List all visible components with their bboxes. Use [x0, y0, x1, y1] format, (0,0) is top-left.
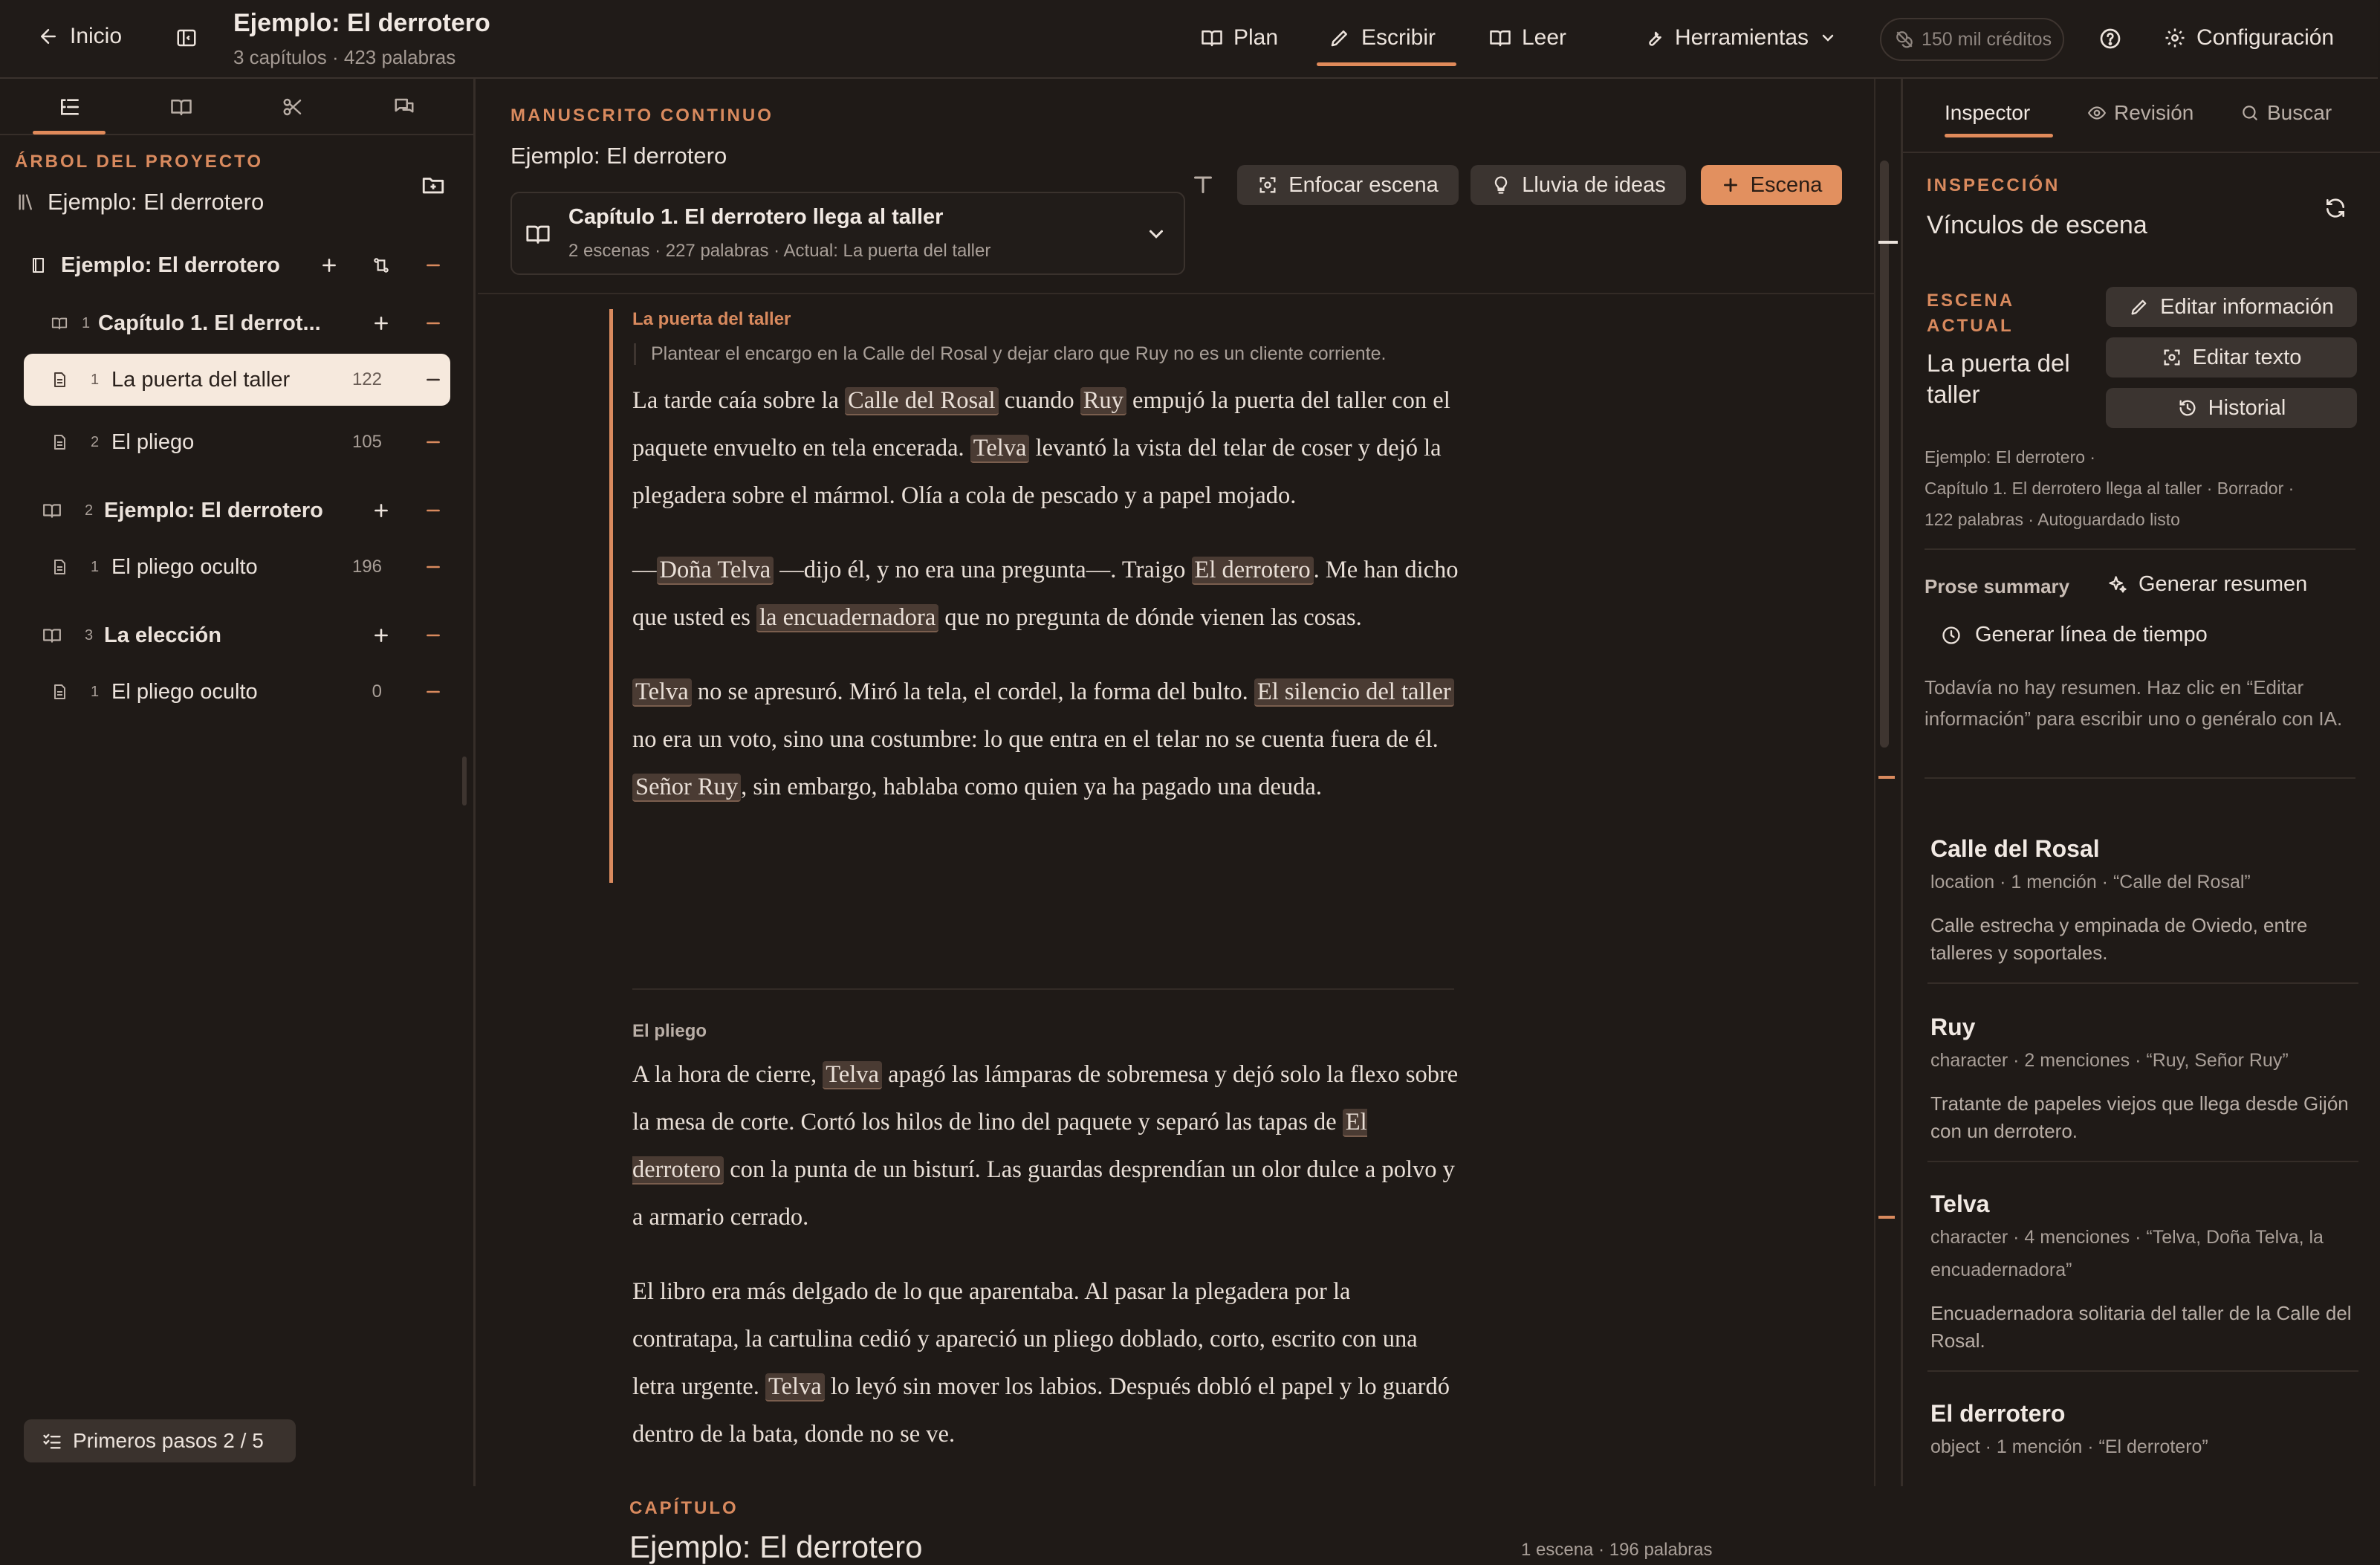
text-size-button[interactable]: [1190, 171, 1216, 201]
manuscript-editor[interactable]: [478, 296, 1875, 1564]
getting-started-button[interactable]: [24, 1419, 296, 1462]
entity-card[interactable]: [1930, 835, 2354, 967]
document-title: Ejemplo: El derrotero: [233, 9, 490, 37]
manuscript-header: [478, 79, 1875, 294]
divider: [1927, 1370, 2358, 1372]
remove-scene-button[interactable]: [422, 431, 444, 453]
scene-number: 1: [91, 558, 100, 575]
text-run: apagó las lámparas de sobremesa y dejó solo la flexo sobre la mesa de corte. Cortó los hilos de lino del paquete y separó las tapas de: [632, 1061, 1459, 1135]
chapter-card-title: Capítulo 1. El derrotero llega al taller: [568, 205, 944, 229]
entity-name: El derrotero: [1930, 1400, 2066, 1427]
next-chapter-label: CAPÍTULO: [629, 1498, 739, 1518]
coins-icon: [1895, 30, 1914, 49]
inspector-active-tab-indicator: [1945, 134, 2053, 137]
tools-menu[interactable]: [1642, 25, 1837, 51]
inspector-tabs: [1903, 79, 2380, 153]
arrow-left-icon: [37, 25, 59, 48]
clock-icon: [1941, 625, 1962, 646]
project-name: Ejemplo: El derrotero: [48, 189, 265, 215]
entity-link[interactable]: El derrotero: [1192, 557, 1314, 585]
plus-icon: [1721, 175, 1740, 195]
tab-escribir[interactable]: [1329, 25, 1436, 51]
edit-text-label: Editar texto: [2192, 345, 2302, 369]
getting-started-label: Primeros pasos 2 / 5: [73, 1429, 264, 1452]
document-icon: [43, 371, 76, 389]
edit-info-button[interactable]: [2106, 287, 2357, 327]
entity-card[interactable]: [1930, 1014, 2354, 1145]
scene-divider: [632, 988, 1454, 990]
text-run: La tarde caía sobre la: [632, 387, 846, 414]
scene-prose[interactable]: [632, 377, 1459, 811]
tab-revision[interactable]: [2087, 101, 2193, 125]
no-summary-text: Todavía no hay resumen. Haz clic en “Editar información” para escribir uno o genéralo con IA.: [1925, 676, 2343, 730]
manuscript-section-label: MANUSCRITO CONTINUO: [510, 106, 774, 126]
manuscript-title: Ejemplo: El derrotero: [510, 143, 727, 169]
scene-title: La puerta del taller: [632, 309, 791, 329]
scene-prose[interactable]: [632, 1051, 1459, 1458]
history-label: Historial: [2208, 395, 2286, 420]
entity-card[interactable]: [1930, 1190, 2354, 1355]
sparkle-icon: [2107, 574, 2128, 595]
divider: [1927, 982, 2358, 984]
tree-chapter-row[interactable]: [24, 297, 450, 349]
tab-search[interactable]: [2240, 101, 2332, 125]
gear-icon: [2164, 27, 2186, 49]
chapter-number: 1: [82, 314, 91, 331]
brainstorm-label: Lluvia de ideas: [1522, 172, 1666, 197]
tab-outline[interactable]: [53, 92, 86, 122]
entity-link[interactable]: Telva: [823, 1061, 882, 1089]
collapse-button[interactable]: [422, 312, 444, 334]
refresh-button[interactable]: [2324, 196, 2347, 224]
divider: [1925, 777, 2355, 779]
shuffle-icon: [372, 256, 391, 275]
scene-number: 1: [91, 683, 100, 700]
generate-timeline-button[interactable]: [1941, 623, 2208, 647]
tab-revision-label: Revisión: [2114, 101, 2194, 124]
chapter-label: Capítulo 1. El derrot...: [98, 311, 321, 335]
add-scene-button[interactable]: [370, 624, 392, 647]
text-run: con la punta de un bisturí. Las guardas desprendían un olor dulce a polvo y a armario cerrado.: [632, 1156, 1455, 1231]
scene-word-count: 196: [351, 557, 382, 577]
tab-search-label: Buscar: [2267, 101, 2332, 124]
remove-scene-button[interactable]: [422, 681, 444, 703]
text-run: cuando: [998, 387, 1080, 414]
scene-label: El pliego oculto: [111, 679, 258, 704]
settings-button[interactable]: [2164, 25, 2334, 51]
paragraph[interactable]: [632, 1051, 1459, 1241]
remove-scene-button[interactable]: [422, 556, 444, 578]
tab-book[interactable]: [165, 92, 198, 122]
book-open-icon: [43, 315, 76, 331]
generate-summary-label: Generar resumen: [2139, 572, 2308, 596]
minus-icon: [424, 626, 443, 645]
entity-link[interactable]: El derrotero: [632, 1109, 1367, 1183]
entity-link[interactable]: Telva: [632, 678, 692, 707]
plus-icon: [372, 314, 391, 333]
sidebar-active-tab-indicator: [33, 131, 106, 135]
text-run: , sin embargo, hablaba como quien ya ha pagado una deuda.: [741, 774, 1322, 800]
credits-badge[interactable]: [1880, 18, 2064, 61]
checklist-icon: [42, 1430, 62, 1451]
paragraph[interactable]: [632, 668, 1459, 811]
chapter-label: Ejemplo: El derrotero: [104, 498, 323, 522]
add-scene-button[interactable]: [370, 499, 392, 522]
collapse-button[interactable]: [422, 254, 444, 276]
add-scene-label: Escena: [1750, 172, 1823, 197]
tree-scene-row[interactable]: [24, 354, 450, 406]
book-open-icon: [36, 501, 68, 520]
text-size-icon: [1190, 171, 1216, 198]
help-icon: [2098, 27, 2122, 51]
text-run: —dijo él, y no era una pregunta—. Traigo: [774, 557, 1192, 583]
scissors-icon: [282, 96, 304, 118]
book-open-icon: [36, 626, 68, 645]
document-icon: [43, 683, 76, 701]
next-chapter-meta: 1 escena · 196 palabras: [1521, 1540, 1713, 1560]
current-scene-name: La puerta del taller: [1927, 349, 2070, 408]
book-open-icon: [1201, 27, 1223, 49]
entity-link[interactable]: El silencio del taller: [1254, 678, 1454, 707]
generate-timeline-label: Generar línea de tiempo: [1975, 623, 2208, 647]
chapter-selector[interactable]: [510, 192, 1185, 275]
scene-title: El pliego: [632, 1021, 707, 1041]
minus-icon: [424, 432, 443, 452]
text-run: A la hora de cierre,: [632, 1061, 823, 1088]
focus-scene-label: Enfocar escena: [1288, 172, 1439, 197]
entity-card[interactable]: [1930, 1400, 2354, 1463]
tree-chapter-row[interactable]: [24, 609, 450, 661]
scene-word-count: 122: [351, 369, 382, 389]
entity-link[interactable]: Doña Telva: [657, 557, 774, 585]
sidebar-toggle-icon: [175, 27, 198, 49]
scene-label: El pliego oculto: [111, 554, 258, 579]
sidebar-toggle-button[interactable]: [175, 27, 198, 49]
tab-inspector[interactable]: [1945, 101, 2030, 125]
chapter-number: 2: [85, 502, 94, 519]
entity-description: Tratante de papeles viejos que llega desde Gijón con un derrotero.: [1930, 1092, 2349, 1142]
entity-description: Calle estrecha y empinada de Oviedo, entre talleres y soportales.: [1930, 914, 2308, 964]
scene-number: 1: [91, 371, 100, 388]
brainstorm-button[interactable]: [1471, 165, 1686, 205]
document-icon: [43, 433, 76, 451]
entity-meta: character · 4 menciones · “Telva, Doña Telva, la encuadernadora”: [1930, 1227, 2324, 1280]
sidebar-tabs: [0, 79, 476, 135]
text-run: empujó la puerta del taller con el paquete envuelto en tela encerada.: [632, 387, 1450, 461]
book-open-icon: [170, 96, 192, 118]
plus-icon: [372, 626, 391, 645]
top-bar: [0, 0, 2378, 79]
tab-cuts[interactable]: [276, 92, 309, 122]
chapter-label: La elección: [104, 623, 221, 647]
collapse-button[interactable]: [422, 624, 444, 647]
entity-link[interactable]: Telva: [765, 1373, 825, 1402]
tree-scene-row[interactable]: [24, 541, 450, 593]
scene-meta-chapter: Capítulo 1. El derrotero llega al taller · Borrador ·: [1925, 479, 2295, 498]
entity-name: Calle del Rosal: [1930, 835, 2100, 862]
project-sidebar: [0, 79, 476, 1486]
settings-label: Configuración: [2196, 25, 2335, 50]
entity-meta: object · 1 mención · “El derrotero”: [1930, 1436, 2208, 1457]
chevron-down-icon: [1145, 223, 1167, 245]
tab-escribir-label: Escribir: [1361, 25, 1436, 50]
divider: [1925, 548, 2355, 550]
scene-goal: Plantear el encargo en la Calle del Rosal y dejar claro que Ruy no es un cliente corriente.: [634, 343, 1459, 365]
wrench-icon: [1642, 27, 1664, 49]
next-chapter-title: Ejemplo: El derrotero: [629, 1529, 923, 1564]
document-icon: [43, 558, 76, 576]
tree-scene-row[interactable]: [24, 416, 450, 468]
back-button[interactable]: [37, 24, 122, 49]
chat-icon: [393, 96, 415, 118]
scrollbar-thumb[interactable]: [1880, 161, 1889, 748]
inspector-title: Vínculos de escena: [1927, 211, 2147, 239]
library-icon: [16, 192, 37, 213]
scene-label: La puerta del taller: [111, 367, 291, 392]
scene-word-count: 0: [372, 681, 382, 702]
plus-icon: [372, 501, 391, 520]
scene-meta-words: 122 palabras · Autoguardado listo: [1925, 510, 2180, 529]
tab-inspector-label: Inspector: [1945, 101, 2031, 124]
tab-comments[interactable]: [388, 92, 421, 122]
outline-icon: [58, 95, 82, 119]
plus-icon: [320, 256, 339, 275]
scroll-position-marker: [1878, 241, 1898, 244]
scene-marker: [1878, 1216, 1895, 1219]
collapse-button[interactable]: [422, 499, 444, 522]
add-chapter-button[interactable]: [318, 254, 340, 276]
entity-link[interactable]: Señor Ruy: [632, 774, 741, 802]
document-subtitle: 3 capítulos · 423 palabras: [233, 46, 456, 68]
scene-word-count: 105: [351, 432, 382, 452]
entity-meta: character · 2 menciones · “Ruy, Señor Ruy”: [1930, 1050, 2289, 1071]
focus-icon: [2162, 347, 2182, 368]
scene-marker: [1878, 776, 1895, 779]
entity-description: Encuadernadora solitaria del taller de la Calle del Rosal.: [1930, 1302, 2352, 1352]
entity-name: Telva: [1930, 1190, 1990, 1217]
entity-link[interactable]: Ruy: [1080, 387, 1126, 415]
tree-book-root[interactable]: [24, 239, 450, 291]
minus-icon: [424, 370, 443, 389]
active-tab-indicator: [1317, 62, 1456, 66]
inspection-label: INSPECCIÓN: [1927, 175, 2060, 195]
manuscript-scrollbar[interactable]: [1874, 79, 1890, 1486]
history-icon: [2177, 398, 2198, 418]
search-icon: [2240, 103, 2260, 123]
sidebar-resize-handle[interactable]: [462, 756, 467, 806]
scene-block[interactable]: [632, 1021, 1459, 1485]
current-scene-label: ESCENA ACTUAL: [1927, 291, 2014, 336]
manuscript-panel: [478, 79, 1875, 1564]
text-run: . Me han dicho que usted es: [632, 557, 1459, 631]
focus-scene-button[interactable]: [1237, 165, 1459, 205]
scene-meta-path: Ejemplo: El derrotero ·: [1925, 447, 2096, 467]
entity-link[interactable]: Telva: [970, 435, 1030, 463]
chevron-down-icon: [1819, 29, 1837, 47]
paragraph[interactable]: [632, 1268, 1459, 1458]
project-root[interactable]: [16, 189, 264, 216]
text-run: El libro era más delgado de lo que aparentaba. Al pasar la plegadera por la contratapa, la cartulina cedió y apareció un pliego doblado, corto, escrito con una letra urgente.: [632, 1278, 1418, 1400]
text-run: lo leyó sin mover los labios. Después dobló el papel y lo guardó dentro de la bata, donde no se ve.: [632, 1373, 1450, 1448]
chapter-number: 3: [85, 626, 94, 644]
new-folder-button[interactable]: [421, 172, 446, 201]
scene-label: El pliego: [111, 430, 195, 454]
text-run: que no pregunta de dónde vienen las cosas.: [938, 604, 1362, 631]
add-scene-button[interactable]: [370, 312, 392, 334]
minus-icon: [424, 501, 443, 520]
minus-icon: [424, 682, 443, 702]
tab-leer[interactable]: [1489, 25, 1566, 51]
paragraph[interactable]: [632, 377, 1459, 519]
eye-icon: [2087, 103, 2107, 123]
entity-name: Ruy: [1930, 1014, 1976, 1040]
help-button[interactable]: [2098, 27, 2122, 51]
reorder-button[interactable]: [370, 254, 392, 276]
tree-chapter-row[interactable]: [24, 485, 450, 537]
minus-icon: [424, 256, 443, 275]
tab-leer-label: Leer: [1522, 25, 1567, 50]
prose-summary-label: Prose summary: [1925, 575, 2070, 597]
lightbulb-icon: [1491, 175, 1511, 195]
active-scene-marker: [609, 309, 613, 883]
text-run: no se apresuró. Miró la tela, el cordel, la forma del bulto.: [691, 678, 1254, 705]
chapter-card-meta: 2 escenas · 227 palabras · Actual: La puerta del taller: [568, 241, 991, 261]
entity-meta: location · 1 mención · “Calle del Rosal”: [1930, 872, 2251, 892]
book-icon: [24, 256, 53, 274]
tab-plan-label: Plan: [1233, 25, 1279, 50]
book-open-icon: [525, 221, 551, 247]
minus-icon: [424, 557, 443, 577]
entity-link[interactable]: la encuadernadora: [756, 604, 938, 632]
credits-label: 150 mil créditos: [1922, 28, 2052, 50]
focus-icon: [1257, 175, 1278, 195]
entity-link[interactable]: Calle del Rosal: [845, 387, 999, 415]
remove-scene-button[interactable]: [422, 369, 444, 391]
refresh-icon: [2324, 196, 2347, 220]
generate-summary-button[interactable]: [2107, 572, 2307, 597]
tab-plan[interactable]: [1201, 25, 1278, 51]
book-open-icon: [1489, 27, 1511, 49]
pen-icon: [1329, 27, 1351, 49]
book-root-label: Ejemplo: El derrotero: [61, 253, 280, 277]
tools-label: Herramientas: [1675, 25, 1809, 50]
text-run: no era un voto, sino una costumbre: lo que entra en el telar no se cuenta fuera de él.: [632, 726, 1439, 753]
minus-icon: [424, 314, 443, 333]
add-scene-button[interactable]: [1701, 165, 1842, 205]
text-run: —: [632, 557, 657, 583]
scene-block-active[interactable]: [632, 309, 1459, 837]
scene-number: 2: [91, 433, 100, 450]
folder-plus-icon: [421, 172, 446, 198]
text-run: levantó la vista del telar de coser y dejó la plegadera sobre el mármol. Olía a cola de pescado y a papel mojado.: [632, 435, 1442, 509]
project-tree-label: ÁRBOL DEL PROYECTO: [15, 152, 264, 172]
paragraph[interactable]: [632, 546, 1459, 641]
edit-text-button[interactable]: [2106, 337, 2357, 378]
divider: [1927, 1161, 2358, 1162]
history-button[interactable]: [2106, 388, 2357, 428]
pen-icon: [2129, 297, 2150, 317]
back-label: Inicio: [70, 24, 123, 48]
tree-scene-row[interactable]: [24, 666, 450, 718]
edit-info-label: Editar información: [2160, 294, 2334, 319]
